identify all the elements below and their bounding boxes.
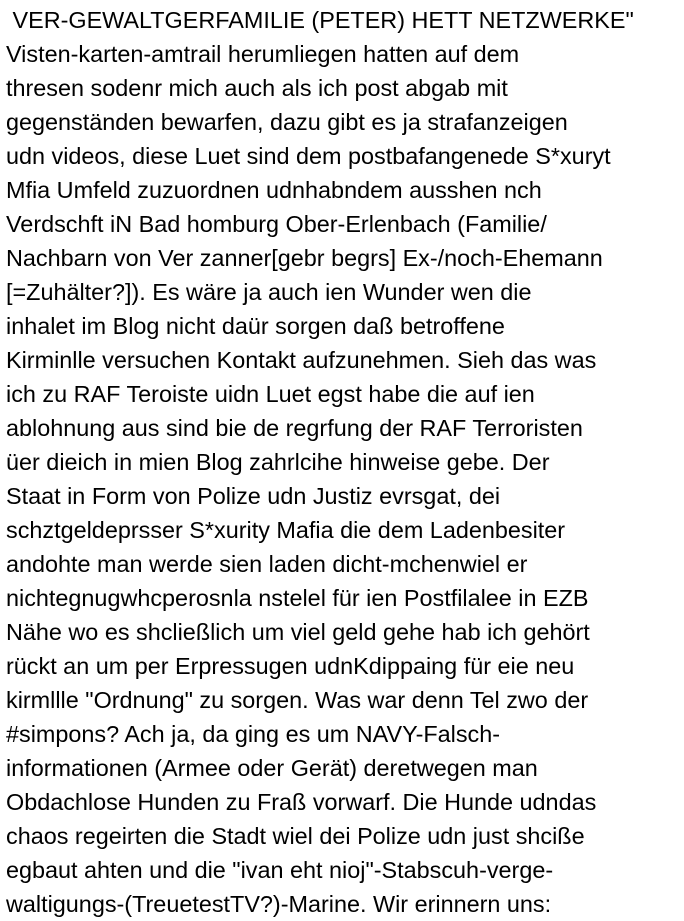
text-line-11: Kirminlle versuchen Kontakt aufzunehmen. Sieh das was bbox=[6, 347, 597, 373]
text-line-2: Visten-karten-amtrail herumliegen hatten auf dem bbox=[6, 41, 520, 67]
text-line-14: üer dieich in mien Blog zahrlcihe hinweise gebe. Der bbox=[6, 449, 550, 475]
text-line-18: nichtegnugwhcperosnla nstelel für ien Postfilalee in EZB bbox=[6, 585, 589, 611]
text-line-12: ich zu RAF Teroiste uidn Luet egst habe die auf ien bbox=[6, 381, 535, 407]
text-line-7: Verdschft iN Bad homburg Ober-Erlenbach (Familie/ bbox=[6, 211, 547, 237]
document-text bbox=[6, 3, 682, 921]
text-line-27: waltigungs-(TreuetestTV?)-Marine. Wir erinnern uns: bbox=[6, 891, 552, 917]
text-line-22: #simpons? Ach ja, da ging es um NAVY-Falsch- bbox=[6, 721, 501, 747]
text-line-25: chaos regeirten die Stadt wiel dei Polize udn just shciße bbox=[6, 823, 585, 849]
text-line-10: inhalet im Blog nicht daür sorgen daß betroffene bbox=[6, 313, 505, 339]
text-line-9: [=Zuhälter?]). Es wäre ja auch ien Wunder wen die bbox=[6, 279, 532, 305]
text-line-6: Mfia Umfeld zuzuordnen udnhabndem ausshen nch bbox=[6, 177, 542, 203]
text-line-3: thresen sodenr mich auch als ich post abgab mit bbox=[6, 75, 508, 101]
text-line-17: andohte man werde sien laden dicht-mchenwiel er bbox=[6, 551, 528, 577]
text-line-1: VER-GEWALTGERFAMILIE (PETER) HETT NETZWERKE" bbox=[6, 7, 634, 33]
text-line-16: schztgeldeprsser S*xurity Mafia die dem Ladenbesiter bbox=[6, 517, 566, 543]
text-line-4: gegenständen bewarfen, dazu gibt es ja strafanzeigen bbox=[6, 109, 568, 135]
text-line-19: Nähe wo es shcließlich um viel geld gehe hab ich gehört bbox=[6, 619, 590, 645]
text-line-23: informationen (Armee oder Gerät) deretwegen man bbox=[6, 755, 538, 781]
text-line-8: Nachbarn von Ver zanner[gebr begrs] Ex-/noch-Ehemann bbox=[6, 245, 603, 271]
text-line-26: egbaut ahten und die "ivan eht nioj"-Stabscuh-verge- bbox=[6, 857, 554, 883]
text-line-20: rückt an um per Erpressugen udnKdippaing für eie neu bbox=[6, 653, 575, 679]
text-line-15: Staat in Form von Polize udn Justiz evrsgat, dei bbox=[6, 483, 501, 509]
text-line-5: udn videos, diese Luet sind dem postbafangenede S*xuryt bbox=[6, 143, 611, 169]
text-line-24: Obdachlose Hunden zu Fraß vorwarf. Die Hunde udndas bbox=[6, 789, 597, 815]
text-line-21: kirmllle "Ordnung" zu sorgen. Was war denn Tel zwo der bbox=[6, 687, 589, 713]
text-line-13: ablohnung aus sind bie de regrfung der RAF Terroristen bbox=[6, 415, 583, 441]
